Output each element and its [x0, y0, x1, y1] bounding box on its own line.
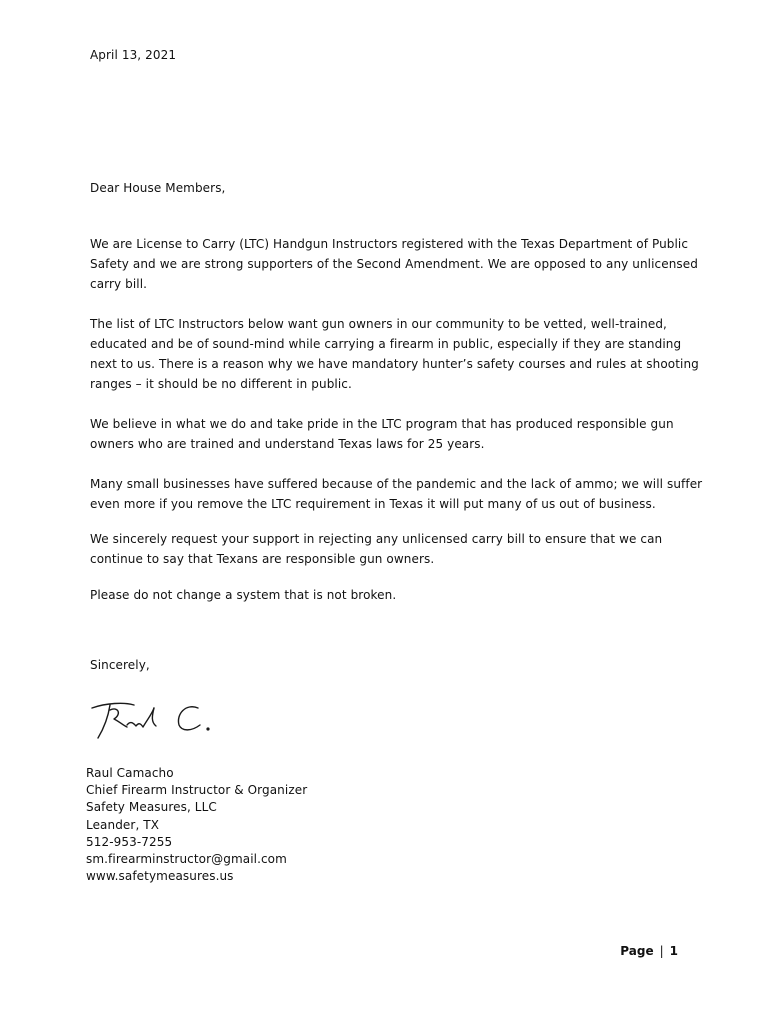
- paragraph-line: We sincerely request your support in rejecting any unlicensed carry bill to ensure that we can: [90, 532, 663, 546]
- signer-title: Chief Firearm Instructor & Organizer: [86, 783, 308, 797]
- paragraph-line: Please do not change a system that is not broken.: [90, 588, 397, 602]
- paragraph-line: carry bill.: [90, 277, 148, 291]
- page-label: Page: [620, 944, 654, 958]
- signer-company: Safety Measures, LLC: [86, 800, 217, 814]
- paragraph-line: next to us. There is a reason why we have mandatory hunter’s safety courses and rules at shooting: [90, 357, 699, 371]
- paragraph-line: We are License to Carry (LTC) Handgun Instructors registered with the Texas Department of Public: [90, 237, 689, 251]
- signer-email: sm.firearminstructor@gmail.com: [86, 852, 287, 866]
- paragraph-line: even more if you remove the LTC requirement in Texas it will put many of us out of business.: [90, 497, 656, 511]
- salutation: Dear House Members,: [90, 181, 226, 195]
- page-separator: |: [659, 944, 664, 958]
- paragraph-line: ranges – it should be no different in public.: [90, 377, 352, 391]
- letter-date: April 13, 2021: [90, 48, 177, 62]
- handwritten-signature: [86, 694, 226, 744]
- paragraph-line: We believe in what we do and take pride in the LTC program that has produced responsible gun: [90, 417, 674, 431]
- closing: Sincerely,: [90, 658, 150, 672]
- paragraph-line: Safety and we are strong supporters of the Second Amendment. We are opposed to any unlicensed: [90, 257, 698, 271]
- signer-name: Raul Camacho: [86, 766, 174, 780]
- page-number: [620, 944, 678, 958]
- page-number-value: 1: [669, 944, 678, 958]
- paragraph-line: The list of LTC Instructors below want gun owners in our community to be vetted, well-trained,: [90, 317, 667, 331]
- signer-website: www.safetymeasures.us: [86, 869, 234, 883]
- signer-location: Leander, TX: [86, 818, 160, 832]
- paragraph-line: owners who are trained and understand Texas laws for 25 years.: [90, 437, 485, 451]
- paragraph-line: Many small businesses have suffered because of the pandemic and the lack of ammo; we will suffer: [90, 477, 703, 491]
- signer-phone: 512-953-7255: [86, 835, 173, 849]
- paragraph-line: continue to say that Texans are responsible gun owners.: [90, 552, 435, 566]
- paragraph-line: educated and be of sound-mind while carrying a firearm in public, especially if they are standing: [90, 337, 682, 351]
